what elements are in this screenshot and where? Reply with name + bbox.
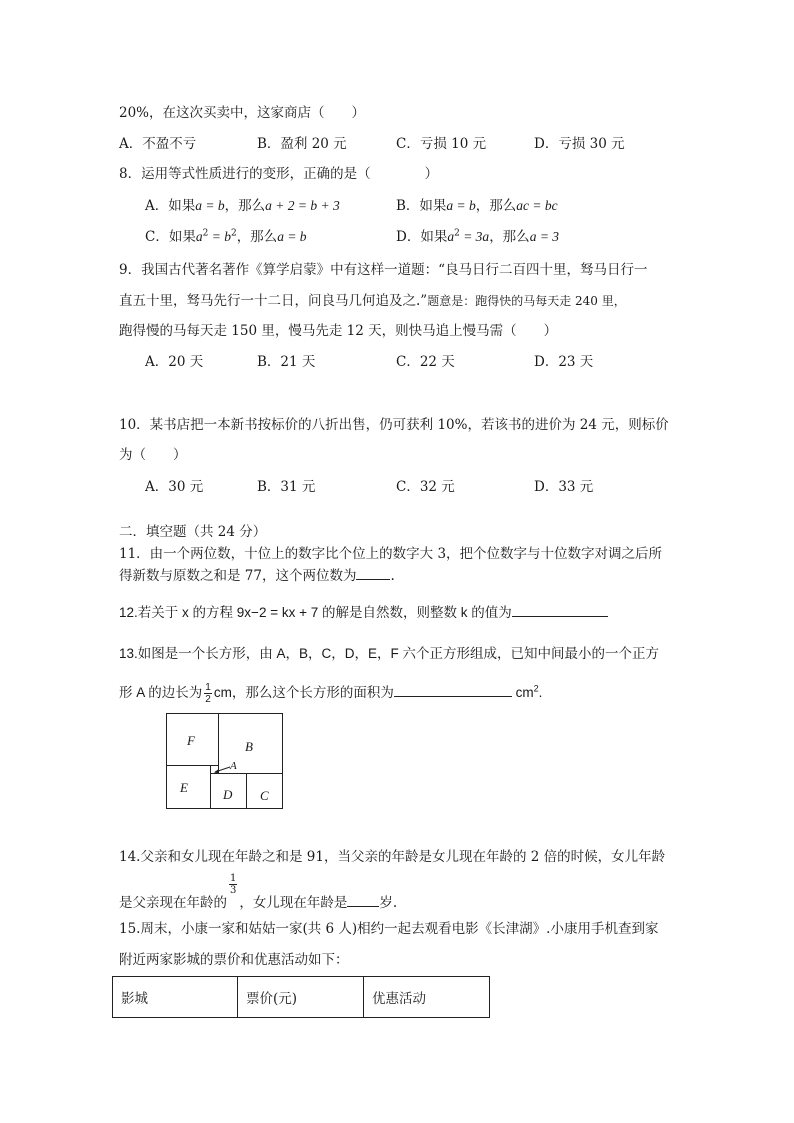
- table-header-cell: 影城: [113, 977, 238, 1018]
- q10-option-b: B．31 元: [257, 479, 316, 495]
- q7-text: 20%，在这次买卖中，这家商店（ ）: [119, 105, 366, 121]
- q13-line-1: 13.如图是一个长方形，由 A，B，C，D，E，F 六个正方形组成，已知中间最小的一个正方: [119, 646, 660, 661]
- q13-line-2: 形 A 的边长为 $\frac{1}{2}$ cm，那么这个长方形的面积为 $cm^2$.: [119, 682, 543, 705]
- q7-option-b: B．盈利 20 元: [257, 136, 347, 152]
- q9-line-1: 9．我国古代著名著作《算学启蒙》中有这样一道题：“良马日行二百四十里，驽马日行一: [119, 262, 648, 278]
- q9-option-a: A．20 天: [145, 354, 204, 370]
- q9-line-2: 直五十里，驽马先行一十二日，问良马几何追及之.”题意是：跑得快的马每天走 240 里，: [119, 293, 626, 309]
- q10-option-a: A．30 元: [145, 479, 204, 495]
- q8-option-a: A．如果a = b，那么a + 2 = b + 3: [145, 198, 340, 214]
- q7-option-d: D．亏损 30 元: [534, 136, 625, 152]
- q12-line: 12.若关于 x 的方程 9x−2 = kx + 7 的解是自然数，则整数 k 的值为: [119, 604, 608, 622]
- square-e: [166, 765, 211, 809]
- rectangle-figure: [166, 713, 283, 809]
- q11-line-1: 11．由一个两位数，十位上的数字比个位上的数字大 3，把个位数字与十位数字对调之后所: [119, 546, 663, 562]
- label-c: C: [260, 788, 269, 803]
- table-header-row: [113, 977, 490, 1018]
- q10-line-2: 为（ ）: [119, 447, 187, 463]
- q10-line-1: 10．某书店把一本新书按标价的八折出售，仍可获利 10%，若该书的进价为 24 元，则标价: [119, 417, 669, 433]
- q8-stem: 8．运用等式性质进行的变形，正确的是（ ）: [119, 166, 439, 182]
- answer-blank: [356, 567, 390, 580]
- answer-blank: [394, 684, 512, 697]
- q9-option-d: D．23 天: [534, 354, 594, 370]
- cinema-price-table: [112, 976, 490, 1018]
- q10-option-c: C．32 元: [396, 479, 455, 495]
- section-title: 二．填空题（共 24 分）: [119, 524, 267, 540]
- q8-option-c: C．如果$a^2 = b^2$，那么a = b: [145, 228, 307, 245]
- q10-option-d: D．33 元: [534, 479, 594, 495]
- q9-option-c: C．22 天: [396, 354, 455, 370]
- label-b: B: [245, 739, 253, 754]
- q7-option-c: C．亏损 10 元: [396, 136, 487, 152]
- q9-line-3: 跑得慢的马每天走 150 里，慢马先走 12 天，则快马追上慢马需（ ）: [119, 323, 558, 339]
- q9-option-b: B．21 天: [257, 354, 316, 370]
- q11-line-2: 得新数与原数之和是 77，这个两位数为 .: [119, 568, 395, 584]
- q14-line-1: 14.父亲和女儿现在年龄之和是 91，当父亲的年龄是女儿现在年龄的 2 倍的时候，女儿年龄: [119, 849, 666, 865]
- fraction: $\frac{1}{2}$: [205, 682, 211, 705]
- pointer-arrow-icon: [212, 765, 232, 775]
- table-header-cell: 票价(元): [238, 977, 364, 1018]
- answer-blank: [512, 604, 608, 617]
- label-d: D: [223, 787, 233, 802]
- answer-blank: [347, 894, 379, 907]
- table-header-cell: 优惠活动: [364, 977, 490, 1018]
- fraction: $\frac{1}{3}$: [230, 873, 237, 896]
- q8-option-d: D．如果$a^2 = 3a$，那么a = 3: [396, 228, 560, 245]
- q8-option-b: B．如果a = b，那么ac = bc: [396, 198, 558, 214]
- q15-line-2: 附近两家影城的票价和优惠活动如下：: [119, 952, 349, 968]
- q15-line-1: 15.周末，小康一家和姑姑一家(共 6 人)相约一起去观看电影《长津湖》.小康用手机查到家: [119, 921, 659, 937]
- q7-option-a: A．不盈不亏: [119, 136, 197, 152]
- label-a: A: [230, 760, 237, 772]
- label-f: F: [187, 733, 195, 748]
- q14-line-2: 是父亲现在年龄的 $\frac{1}{3}$ ，女儿现在年龄是 岁.: [119, 873, 398, 911]
- label-e: E: [180, 780, 188, 795]
